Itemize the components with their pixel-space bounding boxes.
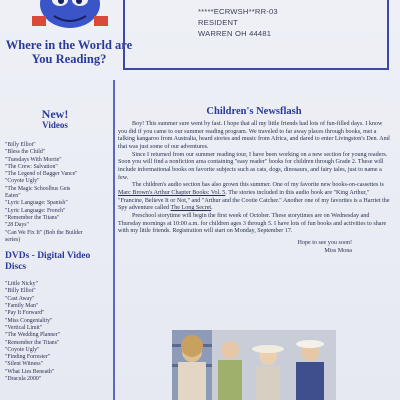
tagline: Where in the World are You Reading?	[5, 38, 133, 66]
globe-mascot-logo	[24, 0, 116, 32]
list-item: "What Lies Beneath"	[5, 368, 55, 375]
article-body	[118, 121, 390, 236]
list-item: "Silent Witness"	[5, 361, 44, 368]
list-item: "Remember the Titans"	[5, 339, 60, 346]
list-item: "The Magic Schoolbus Gets	[5, 185, 71, 192]
staff-photo	[172, 330, 336, 400]
list-item: "Billy Elliot"	[5, 142, 36, 148]
paragraph: Boy! This summer sure went by fast. I hope that all my little friends had lots of fun-filled days. I know you did if you came to our summer reading program. We traveled to far away places through books, met a talking kangaroo from Australia, heard stories and music from Africa, and dared to enter Livingston's Den. And that was just some of our adventures.	[118, 121, 390, 150]
list-item: "The Legend of Bagger Vance"	[5, 171, 78, 178]
article-title: Children's Newsflash	[206, 106, 302, 117]
list-item: "Family Man"	[5, 303, 39, 310]
list-item: "Coyote Ugly"	[5, 346, 40, 353]
videos-list	[0, 142, 110, 244]
list-item: "The Crew: Salvation"	[5, 163, 58, 170]
list-item: "Pay It Forward"	[5, 310, 45, 317]
list-item: "Bless the Child"	[5, 149, 46, 156]
list-item: "Finding Forrester"	[5, 354, 51, 361]
list-item: series)	[5, 236, 21, 243]
list-item: "Remember the Titans"	[5, 214, 60, 221]
list-item: "Dracula 2000"	[5, 376, 42, 383]
address-line: *****ECRWSH**RR-03	[198, 7, 278, 16]
closing: Hope to see you soon!	[297, 239, 352, 246]
paragraph: Since I returned from our summer reading tour, I have been working on a new section for young readers. Soon you will find a nonfiction area containing "easy reader" books for children through Grade 2. These will include informational books on favorite subjects such as cats, dogs, dinosaurs, and fairy tales, just to name a few.	[118, 151, 388, 181]
list-item: "Cast Away"	[5, 295, 35, 302]
mailing-address	[198, 6, 278, 39]
text: The children's audio section has also grown this summer. One of my favorite new books-on-cassettes is	[132, 182, 384, 189]
new-heading: New!	[41, 107, 69, 121]
list-item: "Little Nicky"	[5, 281, 38, 288]
list-item: "Coyote Ugly"	[5, 178, 40, 185]
list-item: "Tuesdays With Morrie"	[5, 156, 62, 163]
paragraph	[118, 182, 390, 213]
signoff	[118, 240, 390, 256]
dvd-heading: DVDs - Digital Video Discs	[5, 251, 91, 273]
text: . The stories included in this audio book are "King Arthur," "Francine, Believe It or Not," and "Arthur and the Cootie Catcher." Another one of my favorites is a Harriet the Spy adventure called	[118, 189, 390, 212]
videos-heading: Videos	[42, 120, 68, 130]
address-line: WARREN OH 44481	[198, 29, 272, 38]
list-item: "Vertical Limit"	[5, 324, 43, 331]
paragraph: Preschool storytime will begin the first week of October. These storytimes are on Wednesday and Thursday mornings at 10:00 a.m. for children ages 3 through 5. I have lots of fun books and activities to share with my little friends. Registration will start on Monday, September 17.	[118, 212, 387, 235]
signature: Miss Mona	[324, 247, 352, 254]
book-title: Marc Brown's Arthur Chapter Books: Vol. 5	[118, 189, 226, 196]
dvds-list	[0, 281, 110, 383]
list-item: "Billy Elliot"	[5, 288, 36, 295]
address-line: RESIDENT	[198, 18, 238, 27]
list-item: "The Wedding Planner"	[5, 332, 61, 339]
list-item: "Miss Congeniality"	[5, 317, 53, 324]
column-divider	[113, 80, 115, 400]
sidebar	[0, 108, 110, 383]
list-item: "Lyric Language: French"	[5, 207, 66, 214]
text: .	[211, 205, 213, 212]
book-title: The Long Secret	[170, 205, 212, 212]
list-item: Eaten"	[5, 193, 21, 200]
article	[118, 106, 390, 255]
list-item: "Can We Fix It" (Bob the Builder	[5, 229, 83, 236]
list-item: "28 Days"	[5, 222, 29, 229]
list-item: "Lyric Language: Spanish"	[5, 200, 68, 207]
